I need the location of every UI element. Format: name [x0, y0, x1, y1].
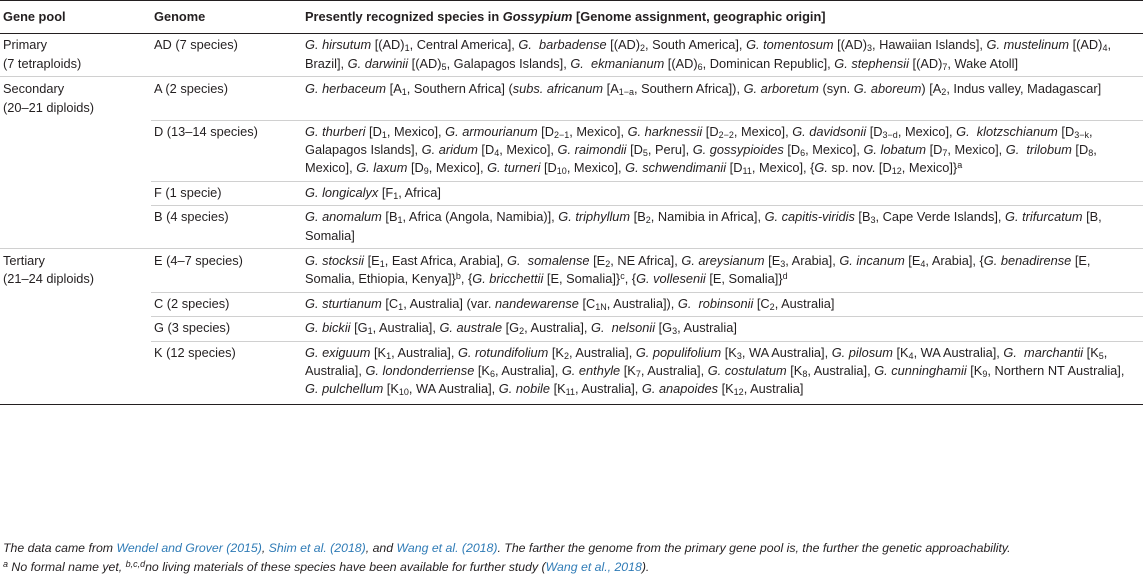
- species-g: G. bickii [$G_1$, Australia], G. australe [$G_2$, Australia], G. nelsonii [$G_3$, Australia]: [302, 317, 1143, 341]
- table-row: [0, 292, 1143, 316]
- header-gene-pool: Gene pool: [0, 1, 151, 34]
- footnote-line-1: The data came from Wendel and Grover (2015), Shim et al. (2018), and Wang et al. (2018). The farther the genome from the primary gene pool is, the further the genetic approachability.: [3, 541, 1011, 555]
- genome-ad: AD (7 species): [154, 37, 238, 53]
- genome-k: K (12 species): [151, 341, 302, 404]
- genome-e: E (4–7 species): [151, 248, 302, 292]
- genome-b: B (4 species): [151, 206, 302, 249]
- genome-g: G (3 species): [151, 317, 302, 341]
- species-e: G. stocksii [$E_1$, East Africa, Arabia], G. somalense [$E_2$, NE Africa], G. areysianum [$E_3$, Arabia], G. incanum [$E_4$, Arabia], {G. benadirense [E, Somalia, Ethiopia, Kenya]}$^b$, {G. bricchettii [E, Somalia]}$^c$, {G. vollesenii [E, Somalia]}$^d$: [302, 248, 1143, 292]
- genome-c: C (2 species): [151, 292, 302, 316]
- table-row: [0, 34, 1143, 77]
- table-row: [0, 181, 1143, 205]
- ref-wendel-grover[interactable]: Wendel and Grover (2015): [116, 541, 262, 555]
- table-row: [0, 206, 1143, 249]
- species-a: G. herbaceum [$A_1$, Southern Africa] (subs. africanum [$A_{1-a}$, Southern Africa]), G. arboretum (syn. G. aboreum) [$A_2$, Indus valley, Madagascar]: [302, 77, 1143, 120]
- species-k: G. exiguum [$K_1$, Australia], G. rotundifolium [$K_2$, Australia], G. populifolium [$K_3$, WA Australia], G. pilosum [$K_4$, WA Australia], G. marchantii [$K_5$, Australia], G. londonderriense [$K_6$, Australia], G. enthyle [$K_7$, Australia], G. costulatum [$K_8$, Australia], G. cunninghamii [$K_9$, Northern NT Australia], G. pulchellum [$K_{10}$, WA Australia], G. nobile [$K_{11}$, Australia], G. anapoides [$K_{12}$, Australia]: [302, 341, 1143, 404]
- table-row: [0, 120, 1143, 181]
- header-row: [0, 1, 1143, 34]
- ref-shim[interactable]: Shim et al. (2018): [268, 541, 366, 555]
- species-ad: G. hirsutum [$(AD)_1$, Central America], G. barbadense [$(AD)_2$, South America], G. tomentosum [$(AD)_3$, Hawaiian Islands], G. mustelinum [$(AD)_4$, Brazil], G. darwinii [$(AD)_5$, Galapagos Islands], G. ekmanianum [$(AD)_6$, Dominican Republic], G. stephensii [$(AD)_7$, Wake Atoll]: [305, 37, 1112, 72]
- ref-wang-2[interactable]: Wang et al., 2018: [545, 559, 642, 574]
- table-footnote: [3, 539, 1141, 577]
- header-species: Presently recognized species in Gossypium [Genome assignment, geographic origin]: [302, 1, 1143, 34]
- species-f: G. longicalyx [$F_1$, Africa]: [302, 181, 1143, 205]
- species-c: G. sturtianum [$C_1$, Australia] (var. nandewarense [$C_{1N}$, Australia]), G. robinsonii [$C_2$, Australia]: [302, 292, 1143, 316]
- species-b: G. anomalum [$B_1$, Africa (Angola, Namibia)], G. triphyllum [$B_2$, Namibia in Africa], G. capitis-viridis [$B_3$, Cape Verde Islands], G. trifurcatum [B, Somalia]: [302, 206, 1143, 249]
- species-d: G. thurberi [$D_1$, Mexico], G. armourianum [$D_{2-1}$, Mexico], G. harknessii [$D_{2-2}$, Mexico], G. davidsonii [$D_{3-d}$, Mexico], G. klotzschianum [$D_{3-k}$, Galapagos Islands], G. aridum [$D_4$, Mexico], G. raimondii [$D_5$, Peru], G. gossypioides [$D_6$, Mexico], G. lobatum [$D_7$, Mexico], G. trilobum [$D_8$, Mexico], G. laxum [$D_9$, Mexico], G. turneri [$D_{10}$, Mexico], G. schwendimanii [$D_{11}$, Mexico], {G. sp. nov. [$D_{12}$, Mexico]}$^a$: [302, 120, 1143, 181]
- table-row: [0, 248, 1143, 292]
- gene-pool-primary: Primary (7 tetraploids): [3, 37, 82, 71]
- footnote-line-2: $^a$ No formal name yet, $^{b,c,d}$no living materials of these species have been available for further study (Wang et al., 2018).: [3, 558, 650, 574]
- table-row: [0, 77, 1143, 120]
- table-row: [0, 317, 1143, 341]
- table-row: [0, 341, 1143, 404]
- genome-a: A (2 species): [151, 77, 302, 120]
- gene-pool-secondary: Secondary (20–21 diploids): [0, 77, 151, 120]
- ref-wang-1[interactable]: Wang et al. (2018): [396, 541, 498, 555]
- header-genome: Genome: [151, 1, 302, 34]
- genome-d: D (13–14 species): [151, 120, 302, 181]
- gene-pool-tertiary: Tertiary (21–24 diploids): [0, 248, 151, 292]
- genome-f: F (1 specie): [151, 181, 302, 205]
